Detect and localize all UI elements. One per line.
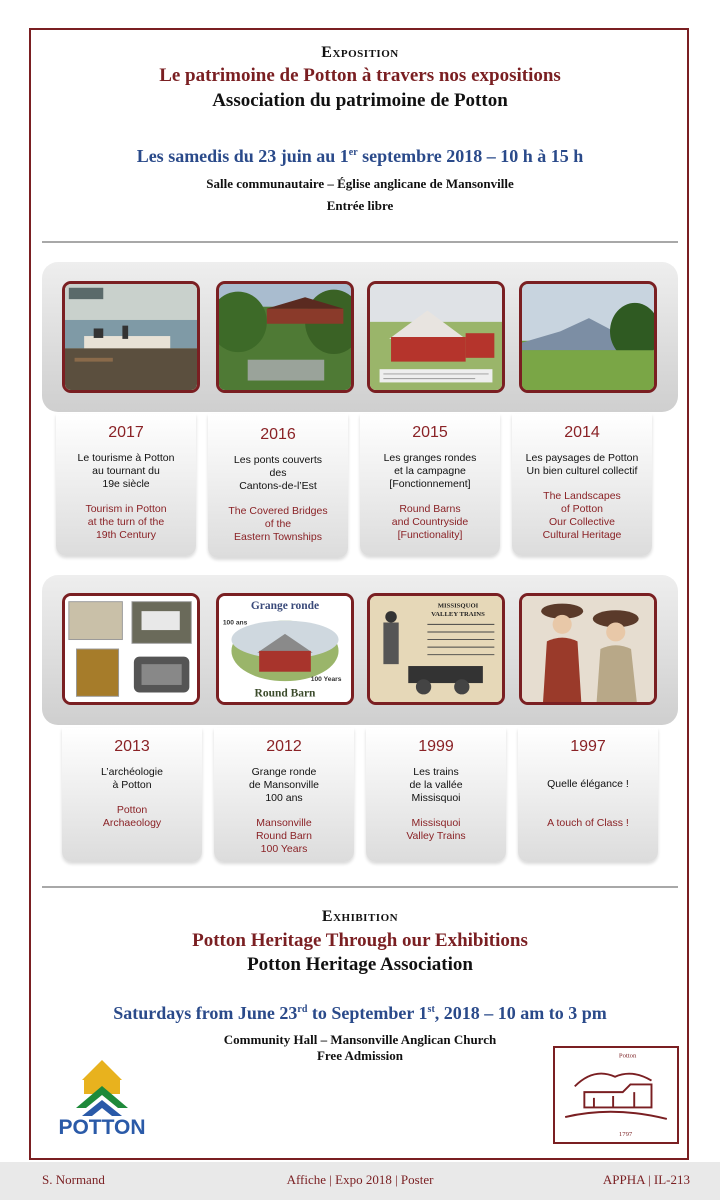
divider-top (42, 241, 678, 243)
card-title-en: Potton Archaeology (102, 804, 162, 829)
header-entry-en: Free Admission (316, 1048, 404, 1063)
seal-year: 1797 (618, 1131, 633, 1139)
thumb-2016-covered-bridge (216, 281, 354, 393)
card-year: 2015 (412, 424, 448, 441)
footer-ref: APPHA | IL-213 (602, 1172, 690, 1187)
footer-bar (0, 1162, 720, 1200)
footer-center: Affiche | Expo 2018 | Poster (286, 1172, 434, 1187)
card-title-en: Mansonville Round Barn 100 Years (255, 817, 313, 855)
card-2012 (214, 728, 354, 862)
grange-bottom-label: Round Barn (254, 687, 316, 700)
train-title-1: MISSISQUOI (437, 602, 479, 610)
card-year: 1999 (418, 738, 454, 755)
card-title-en: Tourism in Potton at the turn of the 19th Century (85, 503, 167, 541)
grange-top-label: Grange ronde (250, 600, 320, 613)
thumb-1999-trains (367, 593, 505, 705)
card-title-fr: Les paysages de Potton Un bien culturel collectif (525, 452, 639, 477)
header-org-fr: Association du patrimoine de Potton (212, 90, 508, 111)
header-date-fr: Les samedis du 23 juin au 1er septembre 2018 – 10 h à 15 h (136, 146, 584, 166)
train-title-2: VALLEY TRAINS (431, 610, 485, 618)
card-title-en: The Landscapes of Potton Our Collective Cultural Heritage (542, 490, 622, 541)
header-venue-fr: Salle communautaire – Église anglicane de Mansonville (206, 176, 514, 191)
header-org-en: Potton Heritage Association (247, 954, 473, 975)
card-2015 (360, 414, 500, 556)
thumb-2013-archaeology (62, 593, 200, 705)
card-1999 (366, 728, 506, 862)
card-title-fr: Les granges rondes et la campagne [Fonctionnement] (383, 452, 477, 490)
thumb-1997-elegance (519, 593, 657, 705)
thumb-2014-landscape (519, 281, 657, 393)
card-year: 2017 (108, 424, 144, 441)
card-title-fr: Le tourisme à Potton au tournant du 19e siècle (77, 452, 175, 490)
card-year: 2013 (114, 738, 150, 755)
card-title-fr: Les trains de la vallée Missisquoi (409, 766, 463, 804)
header-entry-fr: Entrée libre (326, 198, 394, 213)
heritage-seal (553, 1046, 679, 1144)
grange-100-ans: 100 ans (222, 619, 248, 627)
header-label-en: Exhibition (321, 908, 399, 925)
card-2014 (512, 414, 652, 556)
grange-100-years: 100 Years (310, 676, 342, 684)
card-title-en: Missisquoi Valley Trains (406, 817, 466, 842)
divider-bottom (42, 886, 678, 888)
header-venue-en: Community Hall – Mansonville Anglican Church (223, 1032, 497, 1047)
thumb-2012-grange-ronde (216, 593, 354, 705)
card-year: 2012 (266, 738, 302, 755)
card-year: 2016 (260, 426, 296, 443)
header-label-fr: Exposition (321, 44, 399, 61)
footer-author: S. Normand (42, 1172, 105, 1187)
card-title-en: Round Barns and Countryside [Functionality] (391, 503, 469, 541)
card-2017 (56, 414, 196, 556)
card-title-fr: L’archéologie à Potton (101, 766, 163, 791)
card-title-fr: Les ponts couverts des Cantons-de-l’Est (233, 454, 323, 492)
card-title-fr: Quelle élégance ! (547, 778, 629, 790)
thumb-2015-round-barn (367, 281, 505, 393)
seal-top-text: Potton (618, 1052, 637, 1060)
card-year: 1997 (570, 738, 606, 755)
card-2016 (208, 414, 348, 558)
card-2013 (62, 728, 202, 862)
header-date-en: Saturdays from June 23rd to September 1st, 2018 – 10 am to 3 pm (113, 1003, 607, 1023)
potton-logo (52, 1058, 152, 1142)
header-title-fr: Le patrimoine de Potton à travers nos expositions (159, 65, 561, 86)
potton-wordmark: POTTON (58, 1116, 146, 1139)
thumb-2017-steamboat (62, 281, 200, 393)
card-1997 (518, 728, 658, 862)
card-year: 2014 (564, 424, 600, 441)
card-title-fr: Grange ronde de Mansonville 100 ans (248, 766, 320, 804)
card-title-en: The Covered Bridges of the Eastern Townships (228, 505, 328, 543)
card-title-en: A touch of Class ! (547, 817, 629, 829)
header-title-en: Potton Heritage Through our Exhibitions (192, 930, 528, 951)
